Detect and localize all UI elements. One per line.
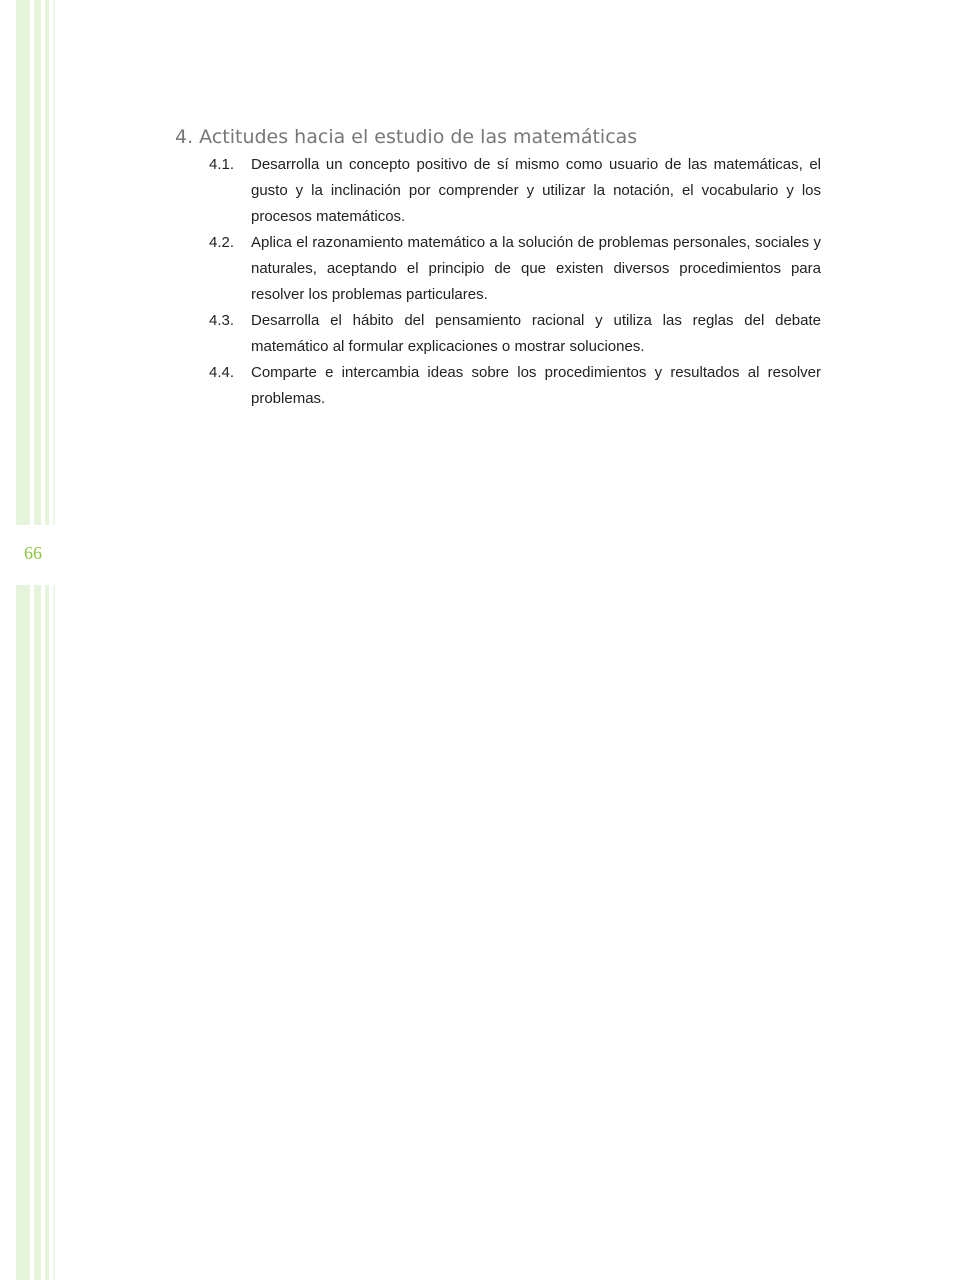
margin-stripe [45,585,49,1280]
list-item [175,152,821,230]
margin-stripe [53,585,55,1280]
section-heading: 4. Actitudes hacia el estudio de las matemáticas [175,126,638,148]
margin-stripe [34,0,41,525]
item-text: Comparte e intercambia ideas sobre los procedimientos y resultados al resolver problemas. [251,364,821,407]
margin-stripe [45,0,49,525]
margin-stripe [53,0,55,525]
margin-stripe [16,0,30,525]
item-number: 4.4. [209,364,235,381]
item-text: Desarrolla el hábito del pensamiento racional y utiliza las reglas del debate matemático al formular explicaciones o mostrar soluciones. [251,312,821,355]
list-item [175,360,821,412]
margin-stripe [16,585,30,1280]
item-number: 4.2. [209,234,235,251]
item-text: Desarrolla un concepto positivo de sí mismo como usuario de las matemáticas, el gusto y la inclinación por comprender y utilizar la notación, el vocabulario y los procesos matemáticos. [251,156,821,225]
margin-stripe [34,585,41,1280]
list-item [175,308,821,360]
page-number: 66 [24,543,42,563]
item-number: 4.3. [209,312,235,329]
page-content [175,124,821,412]
list-item [175,230,821,308]
item-number: 4.1. [209,156,235,173]
item-text: Aplica el razonamiento matemático a la solución de problemas personales, sociales y naturales, aceptando el principio de que existen diversos procedimientos para resolver los problemas particulares. [251,234,821,303]
